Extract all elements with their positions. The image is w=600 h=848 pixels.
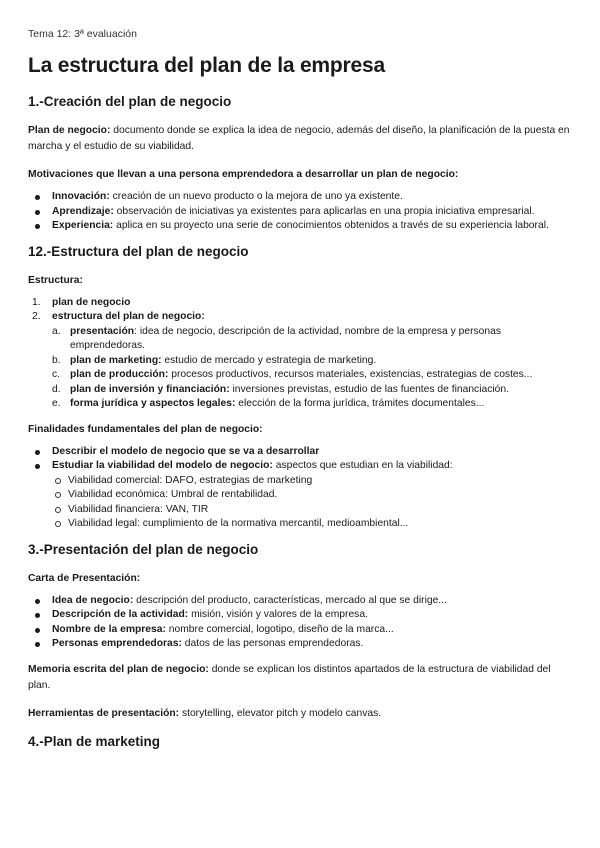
item-term: Aprendizaje: <box>52 205 114 217</box>
item-text: nombre comercial, logotipo, diseño de la marca... <box>165 623 394 635</box>
item-text: datos de las personas emprendedoras. <box>181 638 364 649</box>
list-item: Viabilidad comercial: DAFO, estrategias de marketing <box>52 474 573 489</box>
list-item <box>28 594 573 609</box>
item-term: plan de producción: <box>70 369 169 380</box>
list-number: 1. <box>32 296 41 308</box>
list-item <box>28 205 573 220</box>
item-term: plan de inversión y financiación: <box>70 383 230 395</box>
document-page <box>28 28 573 763</box>
section-1-heading: 1.-Creación del plan de negocio <box>28 94 232 109</box>
herramientas-term: Herramientas de presentación: <box>28 707 180 719</box>
list-item: Viabilidad legal: cumplimiento de la normativa mercantil, medioambiental... <box>52 517 573 532</box>
memoria-term: Memoria escrita del plan de negocio: <box>28 663 209 675</box>
list-letter: c. <box>52 369 61 380</box>
topic-label: Tema 12: 3ª evaluación <box>28 28 137 40</box>
section-2-heading: 12.-Estructura del plan de negocio <box>28 243 249 259</box>
viabilidad-list <box>52 474 573 532</box>
list-item <box>28 623 573 638</box>
list-item <box>52 368 573 383</box>
item-term: Experiencia: <box>52 220 114 231</box>
estructura-label-text: Estructura: <box>28 274 83 286</box>
estructura-list <box>28 296 573 412</box>
list-item <box>28 608 573 623</box>
item-term: forma jurídica y aspectos legales: <box>70 398 236 409</box>
section-4-heading: 4.-Plan de marketing <box>28 733 161 749</box>
motivaciones-heading-text: Motivaciones que llevan a una persona emprendedora a desarrollar un plan de negocio: <box>28 169 459 180</box>
list-letter: d. <box>52 383 61 395</box>
list-item <box>52 325 573 354</box>
motivaciones-list <box>28 190 573 234</box>
motivaciones-heading <box>28 167 573 183</box>
finalidades-heading <box>28 422 573 438</box>
list-letter: a. <box>52 325 61 337</box>
list-item: Viabilidad financiera: VAN, TIR <box>52 503 573 518</box>
estructura-sublist <box>52 325 573 412</box>
list-letter: e. <box>52 398 61 409</box>
item-term: Descripción de la actividad: <box>52 609 189 620</box>
item-text: estudio de mercado y estrategia de marketing. <box>161 354 377 366</box>
list-number: 2. <box>32 311 41 322</box>
list-item <box>28 219 573 234</box>
herramientas-paragraph <box>28 706 573 722</box>
finalidades-list <box>28 445 573 532</box>
memoria-paragraph <box>28 662 573 694</box>
item-term: Idea de negocio: <box>52 594 134 606</box>
item-term: Describir el modelo de negocio que se va a desarrollar <box>52 445 320 457</box>
item-text: aplica en su proyecto una serie de conocimientos obtenidos a través de su experiencia laboral. <box>113 220 549 231</box>
carta-list <box>28 594 573 652</box>
list-letter: b. <box>52 354 61 366</box>
memoria-text: donde se explican los distintos apartados de la estructura de viabilidad del plan. <box>28 663 551 691</box>
herramientas-text: storytelling, elevator pitch y modelo canvas. <box>179 707 382 719</box>
item-term: Nombre de la empresa: <box>52 623 166 635</box>
item-text: inversiones previstas, estudio de las fuentes de financiación. <box>229 383 509 395</box>
item-term: plan de negocio <box>52 296 131 308</box>
item-text: descripción del producto, características, mercado al que se dirige... <box>133 594 447 606</box>
list-item <box>52 397 573 412</box>
item-text: procesos productivos, recursos materiales, existencias, estrategias de costes... <box>168 369 533 380</box>
item-term: presentación <box>70 325 135 337</box>
carta-label-text: Carta de Presentación: <box>28 572 141 584</box>
list-item: Viabilidad económica: Umbral de rentabilidad. <box>52 488 573 503</box>
estructura-label <box>28 273 573 289</box>
carta-label <box>28 571 573 587</box>
list-item <box>28 190 573 205</box>
list-item <box>28 459 573 532</box>
item-text: aspectos que estudian en la viabilidad: <box>272 460 453 471</box>
item-text: creación de un nuevo producto o la mejora de uno ya existente. <box>109 191 403 202</box>
item-text: misión, visión y valores de la empresa. <box>188 609 368 620</box>
item-text: observación de iniciativas ya existentes para aplicarlas en una propia iniciativa empresarial. <box>113 205 535 217</box>
list-item <box>28 296 573 311</box>
page-title: La estructura del plan de la empresa <box>28 54 385 77</box>
list-item <box>28 637 573 652</box>
list-item <box>28 310 573 412</box>
item-text: elección de la forma jurídica, trámites documentales... <box>235 398 485 409</box>
item-term: plan de marketing: <box>70 354 162 366</box>
item-term: estructura del plan de negocio: <box>52 311 205 322</box>
section-3-heading: 3.-Presentación del plan de negocio <box>28 541 259 557</box>
plan-negocio-definition <box>28 123 573 155</box>
list-item <box>52 354 573 369</box>
definition-text: documento donde se explica la idea de negocio, además del diseño, la planificación de la puesta en marcha y el estudio de su viabilidad. <box>28 125 570 152</box>
list-item <box>28 445 573 460</box>
list-item <box>52 383 573 398</box>
definition-term: Plan de negocio: <box>28 125 111 136</box>
item-term: Innovación: <box>52 191 110 202</box>
item-term: Estudiar la viabilidad del modelo de negocio: <box>52 460 273 471</box>
item-text: : idea de negocio, descripción de la actividad, nombre de la empresa y personas emprendedoras. <box>70 325 501 351</box>
finalidades-heading-text: Finalidades fundamentales del plan de negocio: <box>28 423 263 435</box>
item-term: Personas emprendedoras: <box>52 638 182 649</box>
